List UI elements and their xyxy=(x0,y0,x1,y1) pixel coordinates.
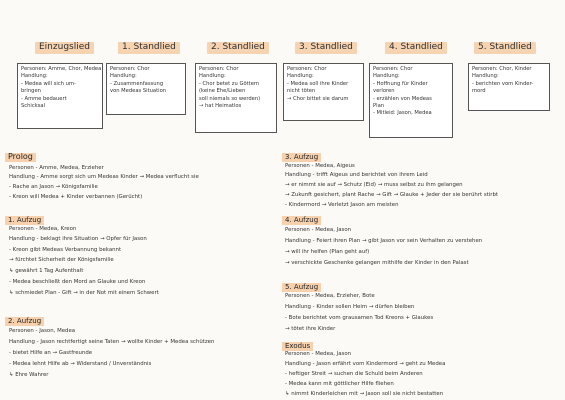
section-line: ↳ gewährt 1 Tag Aufenthalt xyxy=(9,268,84,274)
box-line: mord xyxy=(472,88,486,95)
box-line: Personen: Amme, Chor, Medea xyxy=(21,66,102,72)
section-line: - Medea kann mit göttlicher Hilfe fliehen xyxy=(285,381,394,387)
box-line: nicht töten xyxy=(287,88,316,95)
box-line: Handlung: xyxy=(110,73,137,80)
box-line: → Chor bittet sie darum xyxy=(287,95,349,102)
box-line: - berichten vom Kinder- xyxy=(472,80,534,87)
box-line: Handlung: xyxy=(472,73,499,80)
section-title-prolog: Prolog xyxy=(5,152,36,162)
column-box xyxy=(369,63,453,138)
section-line: → tötet ihre Kinder xyxy=(285,326,336,332)
section-line: Handlung - Amme sorgt sich um Medeas Kinder → Medea verflucht sie xyxy=(9,174,199,180)
column-title: 4. Standlied xyxy=(385,41,447,53)
section-line: Handlung - Kinder sollen Heim → dürfen bleiben xyxy=(285,304,415,310)
section-title-3-aufzug: 3. Aufzug xyxy=(282,152,321,162)
column-title: 5. Standlied xyxy=(474,41,536,53)
column-title: Einzugslied xyxy=(35,41,94,53)
box-line: Handlung: xyxy=(287,73,314,80)
section-line: Personen - Medea, Kreon xyxy=(9,226,77,232)
box-line: von Medeas Situation xyxy=(110,88,167,95)
section-line: Handlung - trifft Aigeus und berichtet von ihrem Leid xyxy=(285,172,428,178)
box-line: → hat Heimatlos xyxy=(199,103,242,110)
section-line: → er nimmt sie auf → Schutz (Eid) → muss selbst zu ihm gelangen xyxy=(285,182,463,188)
section-line: Handlung - beklagt ihre Situation → Opfer für Jason xyxy=(9,236,147,242)
box-line: Schicksal xyxy=(21,103,46,110)
box-line: - Zusammenfassung xyxy=(110,80,164,87)
box-line: (keine Ehe/Lieben xyxy=(199,88,246,95)
box-line: - Chor betet zu Göttern xyxy=(199,80,260,87)
box-line: Handlung: xyxy=(373,73,400,80)
box-line: Personen: Chor xyxy=(110,66,150,72)
box-line: soll niemals so werden) xyxy=(199,95,261,102)
box-line: - Amme bedauert xyxy=(21,95,67,102)
column-title: 2. Standlied xyxy=(207,41,269,53)
section-line: Handlung - Jason rechtfertigt seine Taten → wollte Kinder + Medea schützen xyxy=(9,339,215,345)
section-line: Handlung - Feiert ihren Plan → gibt Jason vor sein Verhalten zu verstehen xyxy=(285,238,483,244)
section-line: - heftiger Streit → suchen die Schuld beim Anderen xyxy=(285,371,423,377)
section-line: Personen - Medea, Jason xyxy=(285,227,352,233)
section-line: ↳ schmiedet Plan - Gift → in der Not mit einem Schwert xyxy=(9,290,159,296)
section-title-2-aufzug: 2. Aufzug xyxy=(5,316,44,326)
section-line: - Kreon gibt Medeas Verbannung bekannt xyxy=(9,247,122,253)
box-line: - erzählen von Medeas xyxy=(373,95,432,102)
section-line: - Kreon will Medea + Kinder verbannen (Gerücht) xyxy=(9,194,143,200)
box-line: verloren xyxy=(373,88,395,95)
box-line: bringen xyxy=(21,88,41,95)
section-line: Personen - Amme, Medea, Erzieher xyxy=(9,165,104,171)
section-line: - Rache an Jason → Königsfamilie xyxy=(9,184,98,190)
column-title: 1. Standlied xyxy=(118,41,180,53)
section-line: - Medea beschließt den Mord an Glauke und Kreon xyxy=(9,279,146,285)
column-title: 3. Standlied xyxy=(295,41,357,53)
box-line: Personen: Chor xyxy=(199,66,239,72)
box-line: Handlung: xyxy=(21,73,48,80)
section-line: → Zukunft gesichert, plant Rache → Gift → Glauke + Jeder der sie berührt stirbt xyxy=(285,192,498,198)
section-title-1-aufzug: 1. Aufzug xyxy=(5,215,44,225)
section-line: - bietet Hilfe an → Gastfreunde xyxy=(9,350,93,356)
column-box xyxy=(106,63,186,115)
column-box xyxy=(468,63,550,111)
box-line: - Medea soll ihre Kinder xyxy=(287,80,349,87)
box-line: Personen: Chor xyxy=(287,66,327,72)
top-row xyxy=(0,0,565,140)
box-line: - Medea will sich um- xyxy=(21,80,76,87)
section-line: Personen - Jason, Medea xyxy=(9,328,76,334)
section-title-5-aufzug: 5. Aufzug xyxy=(282,282,321,292)
box-line: Personen: Chor, Kinder xyxy=(472,66,532,72)
box-line: - Hoffnung für Kinder xyxy=(373,80,428,87)
box-line: Handlung: xyxy=(199,73,226,80)
section-line: Personen - Medea, Erzieher, Bote xyxy=(285,293,375,299)
box-line: Plan xyxy=(373,103,385,110)
section-line: Handlung - Jason erfährt vom Kindermord → geht zu Medea xyxy=(285,361,446,367)
section-title-4-aufzug: 4. Aufzug xyxy=(282,215,321,225)
box-line: - Mitleid: Jason, Medea xyxy=(373,110,432,117)
section-line: Personen - Medea, Jason xyxy=(285,351,352,357)
section-title-exodus: Exodus xyxy=(282,341,313,351)
section-line: Personen - Medea, Aigeus xyxy=(285,163,355,169)
section-line: ↳ nimmt Kinderleichen mit → Jason soll sie nicht bestatten xyxy=(285,391,444,397)
section-line: → fürchtet Sicherheit der Königsfamilie xyxy=(9,257,114,263)
column-box xyxy=(195,63,277,133)
box-line: Personen: Chor xyxy=(373,66,413,72)
section-line: - Bote berichtet vom grausamen Tod Kreons + Glaukes xyxy=(285,315,434,321)
section-line: → verschickte Geschenke gelangen mithilfe der Kinder in den Palast xyxy=(285,260,469,266)
column-box xyxy=(17,63,103,129)
section-line: → will ihr helfen (Plan geht auf) xyxy=(285,249,370,255)
section-line: ↳ Ehre Wahrer xyxy=(9,372,49,378)
section-line: - Medea lehnt Hilfe ab → Widerstand / Unverständnis xyxy=(9,361,152,367)
column-box xyxy=(283,63,364,121)
section-line: - Kindermord → Verletzt Jason am meisten xyxy=(285,202,399,208)
